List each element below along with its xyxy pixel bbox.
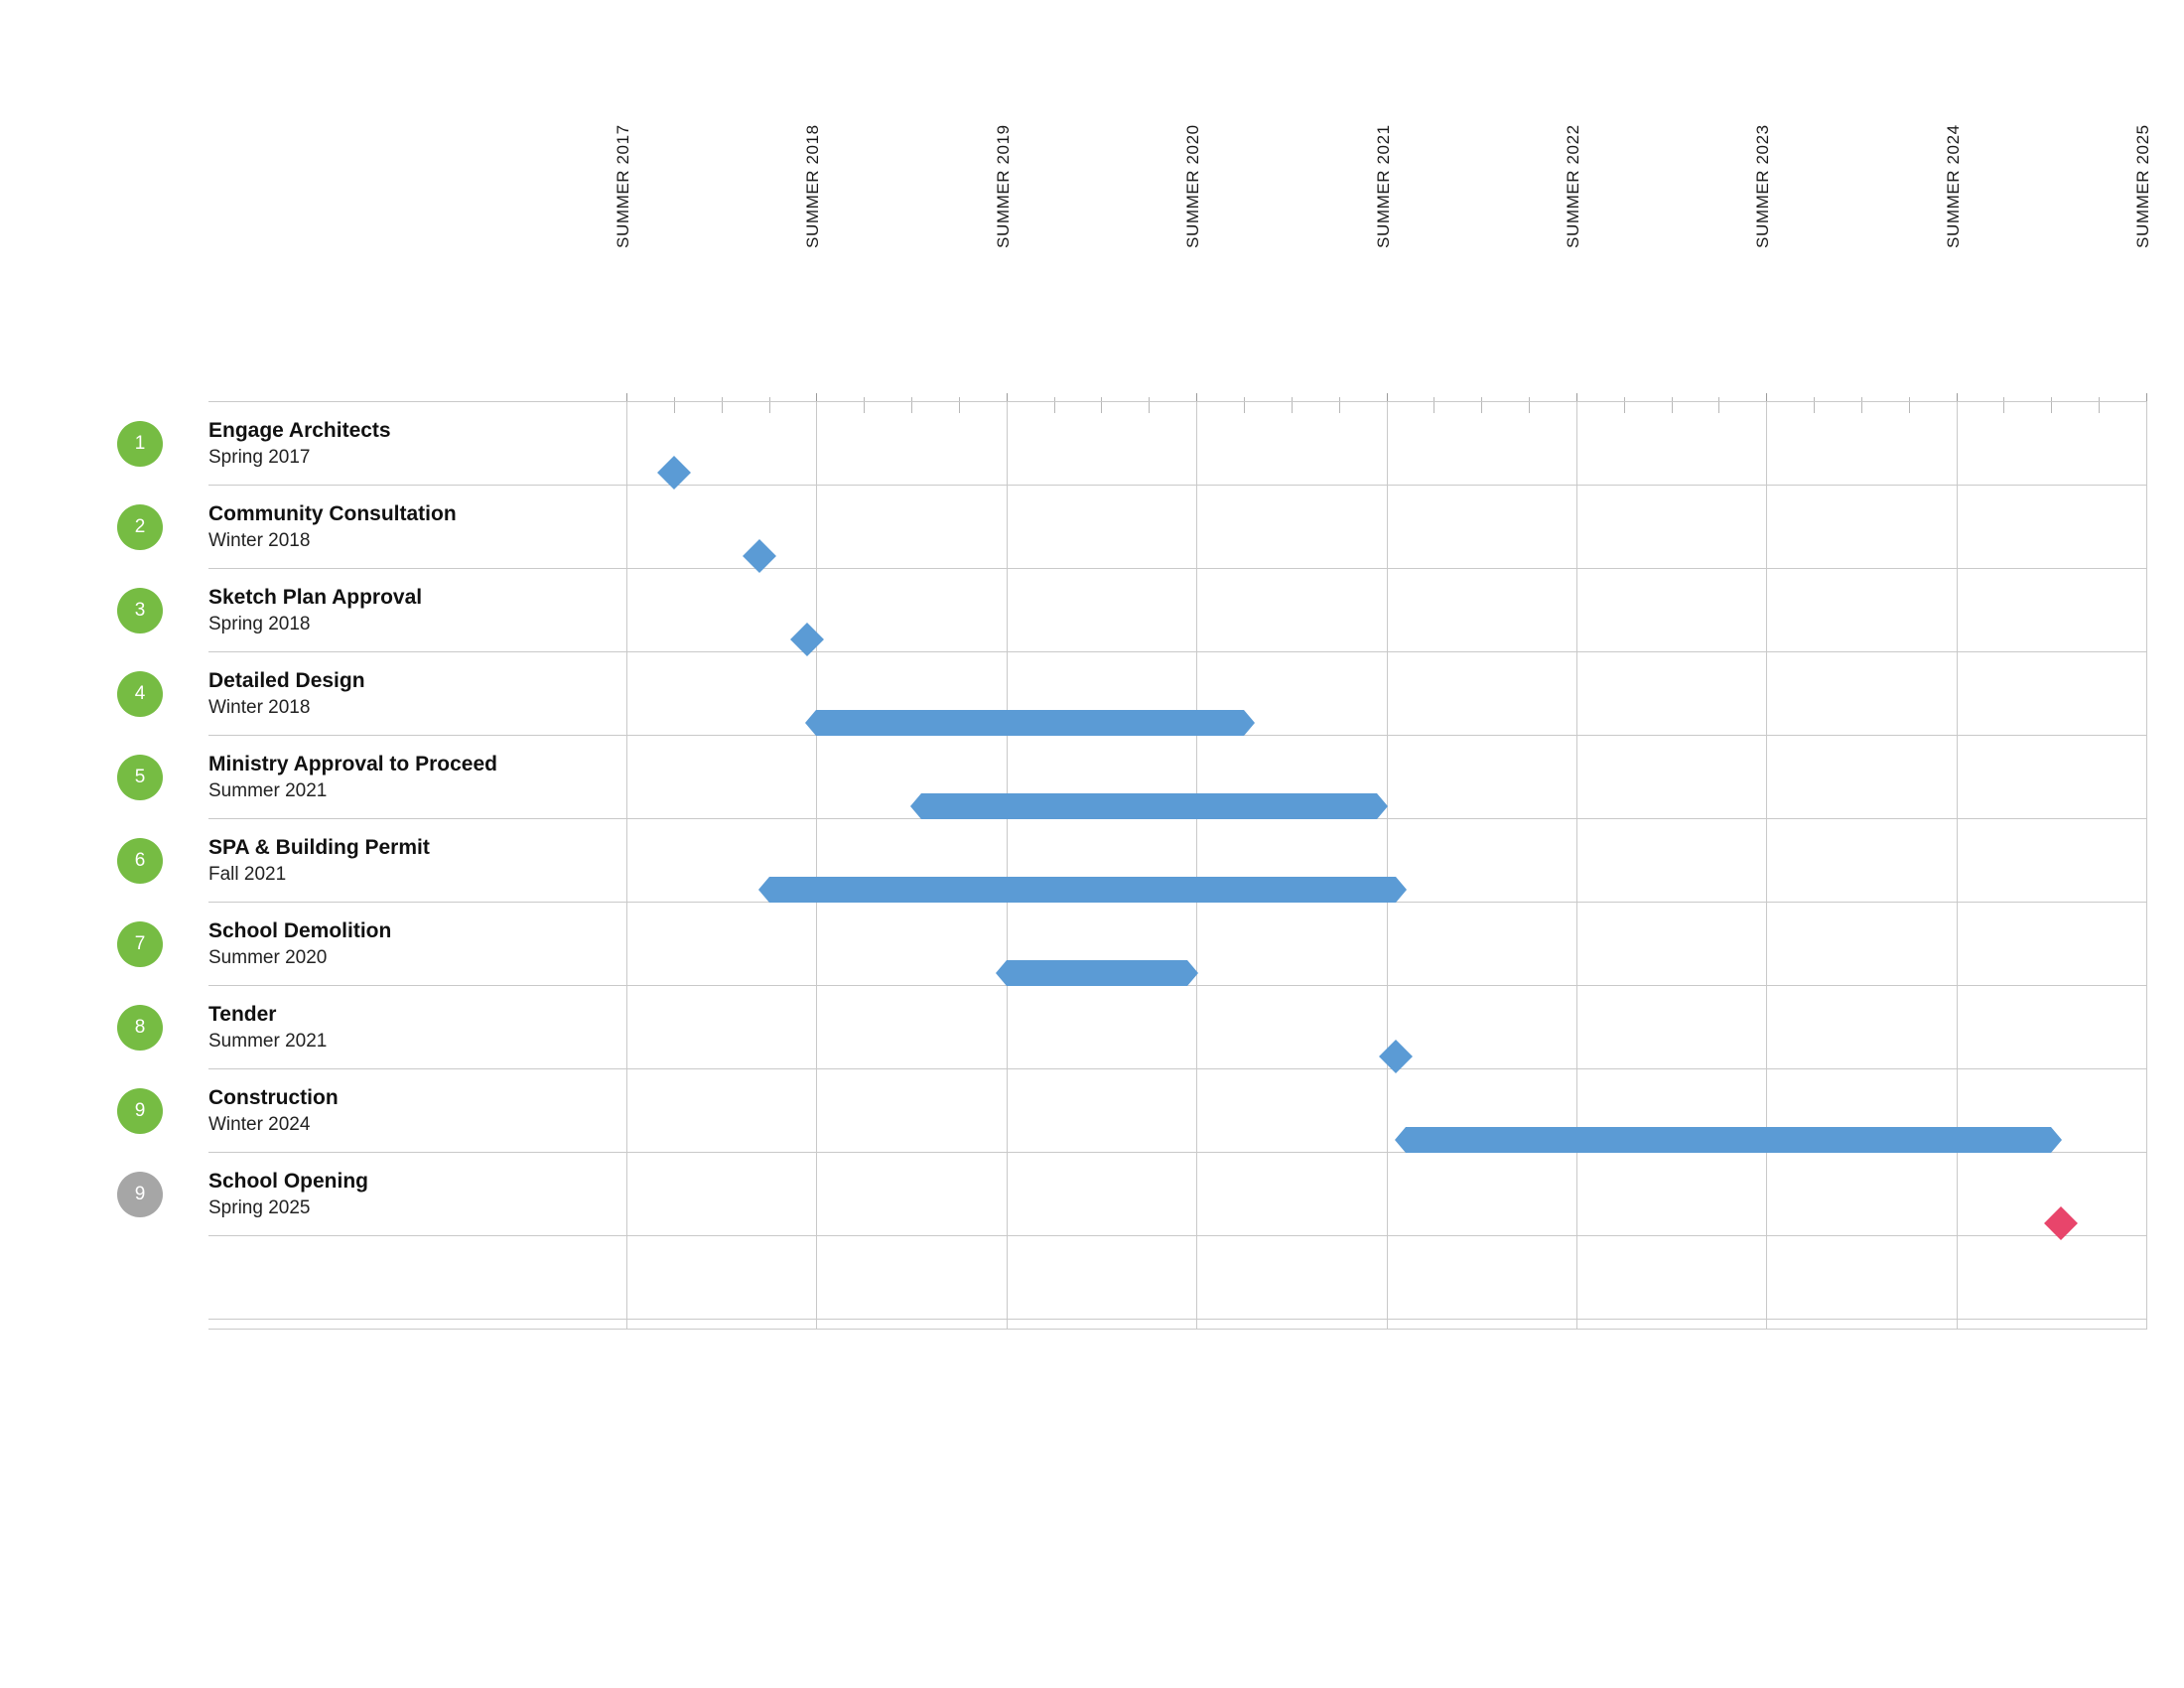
gantt-bar[interactable] (921, 793, 1377, 819)
task-date: Winter 2018 (208, 530, 311, 551)
ruler-tick (1672, 397, 1673, 413)
ruler-tick (1814, 397, 1815, 413)
bar-start-cap (758, 877, 769, 903)
ruler-tick (1149, 397, 1150, 413)
task-number-badge: 9 (117, 1088, 163, 1134)
task-row[interactable] (0, 1164, 635, 1247)
ruler-tick (1054, 397, 1055, 413)
axis-tick-label: SUMMER 2024 (1943, 124, 1963, 248)
year-gridline (1766, 401, 1767, 1329)
axis-tick-label: SUMMER 2018 (803, 124, 823, 248)
bar-end-cap (1396, 877, 1407, 903)
task-date: Summer 2021 (208, 780, 328, 801)
year-gridline (816, 401, 817, 1329)
task-title: Construction (208, 1086, 339, 1109)
task-date: Spring 2018 (208, 614, 311, 634)
task-number-badge: 1 (117, 421, 163, 467)
task-date: Winter 2018 (208, 697, 311, 718)
task-number-badge: 2 (117, 504, 163, 550)
bar-end-cap (1377, 793, 1388, 819)
task-date: Fall 2021 (208, 864, 287, 885)
task-number-badge: 5 (117, 755, 163, 800)
task-title: School Demolition (208, 919, 392, 942)
ruler-tick (1339, 397, 1340, 413)
task-title: Tender (208, 1003, 277, 1026)
year-gridline (1007, 401, 1008, 1329)
ruler-tick (674, 397, 675, 413)
ruler-tick (1244, 397, 1245, 413)
row-separator (208, 401, 2147, 402)
row-separator (208, 1319, 2147, 1320)
axis-tick-label: SUMMER 2019 (993, 124, 1013, 248)
ruler-tick (769, 397, 770, 413)
task-row[interactable] (0, 413, 635, 496)
task-row[interactable] (0, 580, 635, 663)
bar-end-cap (1187, 960, 1198, 986)
task-title: Ministry Approval to Proceed (208, 753, 497, 775)
year-gridline (1196, 401, 1197, 1329)
ruler-tick (1624, 397, 1625, 413)
ruler-tick (1433, 397, 1434, 413)
task-date: Spring 2025 (208, 1197, 311, 1218)
ruler-tick (1101, 397, 1102, 413)
bar-start-cap (805, 710, 816, 736)
bar-end-cap (2051, 1127, 2062, 1153)
row-separator (208, 1329, 2147, 1330)
ruler-tick (1861, 397, 1862, 413)
task-number-badge: 3 (117, 588, 163, 633)
task-row[interactable] (0, 747, 635, 830)
task-number-badge: 9 (117, 1172, 163, 1217)
gantt-bar[interactable] (816, 710, 1244, 736)
axis-tick-label: SUMMER 2022 (1563, 124, 1582, 248)
task-title: Engage Architects (208, 419, 391, 442)
axis-tick-label: SUMMER 2021 (1373, 124, 1393, 248)
bar-end-cap (1244, 710, 1255, 736)
gantt-bar[interactable] (1406, 1127, 2052, 1153)
ruler-tick (911, 397, 912, 413)
gantt-bar[interactable] (1007, 960, 1187, 986)
task-title: Community Consultation (208, 502, 457, 525)
axis-tick-label: SUMMER 2017 (614, 124, 632, 248)
task-date: Winter 2024 (208, 1114, 311, 1135)
task-row[interactable] (0, 914, 635, 997)
year-gridline (1576, 401, 1577, 1329)
ruler-tick (959, 397, 960, 413)
task-date: Spring 2017 (208, 447, 311, 468)
task-row[interactable] (0, 496, 635, 580)
ruler-tick (1292, 397, 1293, 413)
task-title: School Opening (208, 1170, 368, 1193)
task-date: Summer 2020 (208, 947, 328, 968)
task-number-badge: 8 (117, 1005, 163, 1051)
task-date: Summer 2021 (208, 1031, 328, 1052)
task-number-badge: 7 (117, 921, 163, 967)
ruler-tick (2003, 397, 2004, 413)
task-number-badge: 4 (117, 671, 163, 717)
task-row[interactable] (0, 830, 635, 914)
ruler-tick (1909, 397, 1910, 413)
task-number-badge: 6 (117, 838, 163, 884)
task-row[interactable] (0, 1080, 635, 1164)
axis-tick-label: SUMMER 2023 (1753, 124, 1773, 248)
ruler-tick (722, 397, 723, 413)
task-title: Sketch Plan Approval (208, 586, 423, 609)
gantt-bar[interactable] (769, 877, 1397, 903)
year-gridline (1957, 401, 1958, 1329)
ruler-tick (2051, 397, 2052, 413)
axis-tick-label: SUMMER 2025 (2133, 124, 2152, 248)
task-row[interactable] (0, 663, 635, 747)
bar-start-cap (910, 793, 921, 819)
task-title: SPA & Building Permit (208, 836, 430, 859)
ruler-tick (864, 397, 865, 413)
year-gridline (1387, 401, 1388, 1329)
ruler-tick (1529, 397, 1530, 413)
axis-tick-label: SUMMER 2020 (1183, 124, 1203, 248)
bar-start-cap (1395, 1127, 1406, 1153)
ruler-tick (2099, 397, 2100, 413)
task-row[interactable] (0, 997, 635, 1080)
year-gridline (2146, 401, 2147, 1329)
bar-start-cap (996, 960, 1007, 986)
ruler-tick (1481, 397, 1482, 413)
task-title: Detailed Design (208, 669, 365, 692)
ruler-tick (1718, 397, 1719, 413)
